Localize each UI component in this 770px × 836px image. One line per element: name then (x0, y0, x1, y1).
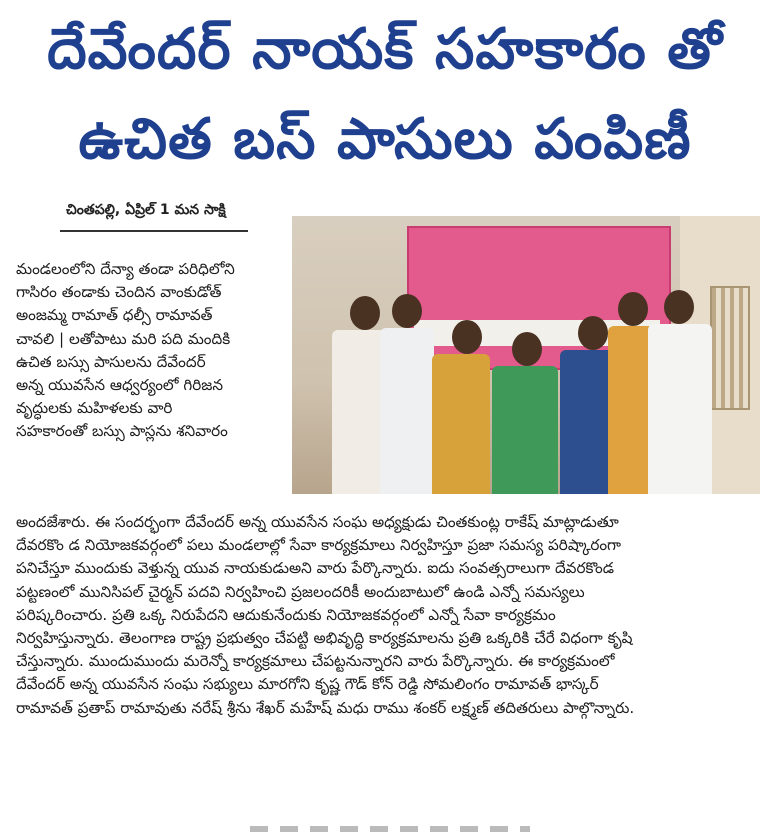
photo-person (492, 366, 558, 494)
article-line: మండలంలోని దేన్యా తండా పరిధిలోని (16, 260, 235, 278)
photo-person-head (618, 292, 648, 326)
cropped-next-article-text (250, 826, 530, 832)
photo-person-head (392, 294, 422, 328)
dateline: చింతపల్లి, ఏప్రిల్ 1 మన సాక్షి (66, 202, 226, 218)
article-line: చేస్తున్నారు. ముందుముందు మరెన్నో కార్యక్రమాలు చేపట్టనున్నారని వారు పేర్కొన్నారు. ఈ కార్యక్రమంలో (16, 652, 615, 671)
photo-person (380, 328, 434, 494)
headline-line-1: దేవేందర్ నాయక్ సహకారం తో (47, 17, 723, 82)
photo-person-head (512, 332, 542, 366)
article-line: ఉచిత బస్సు పాసులను దేవేందర్ (16, 352, 206, 371)
article-line: పట్టణంలో మునిసిపల్ చైర్మన్ పదవి నిర్వహించి ప్రజలందరికీ అందుబాటులో ఉండి ఎన్నో సమస్యలు (16, 582, 585, 601)
photo-person-head (350, 296, 380, 330)
article-line: రామావత్ ప్రతాప్ రామావుతు నరేష్ శ్రీను శేఖర్ మహేష్ మధు రాము శంకర్ లక్ష్మణ్ తదితరులు పాల్గొన్నారు. (16, 698, 635, 717)
article-line: అన్న యువసేన ఆధ్వర్యంలో గిరిజన (16, 376, 223, 395)
photo-person-head (578, 316, 608, 350)
article-line: దేవేందర్ అన్న యువసేన సంఘ సభ్యులు మారగోని కృష్ణ గౌడ్ కోన్ రెడ్డి సోమలింగం రామావత్ భాస్కర్ (16, 675, 599, 694)
article-line: అంజమ్మ రామాత్ ధల్సీ రామావత్ (16, 306, 213, 325)
headline-line-2: ఉచిత బస్ పాసులు పంపిణీ (78, 107, 692, 172)
article-line: నిర్వహిస్తున్నారు. తెలంగాణ రాష్ట్ర ప్రభుత్వం చేపట్టి అభివృద్ధి కార్యక్రమాలను ప్రతి ఒక్కరికి చేరే విధంగా కృషి (16, 629, 633, 648)
photo-person (648, 324, 712, 494)
article-line: పరిష్కరించారు. ప్రతి ఒక్క నిరుపేదని ఆదుకునేందుకు నియోజకవర్గంలో ఎన్నో సేవా కార్యక్రమం (16, 605, 556, 624)
photo-person-head (664, 290, 694, 324)
article-line: సహకారంతో బస్సు పాస్లను శనివారం (16, 422, 228, 441)
news-photo (292, 216, 760, 494)
article-line: వృద్ధులకు మహిళలకు వారి (16, 399, 173, 418)
article-line: దేవరకొం డ నియోజకవర్గంలో పలు మండలాల్లో సేవా కార్యక్రమాలు నిర్వహిస్తూ ప్రజా సమస్య పరిష్కారంగా (16, 536, 622, 555)
article-line: అందజేశారు. ఈ సందర్భంగా దేవేందర్ అన్న యువసేన సంఘ అధ్యక్షుడు చింతకుంట్ల రాకేష్ మాట్లాడుతూ (16, 513, 619, 531)
article-line: గాసిరం తండాకు చెందిన వాంకుడోత్ (16, 283, 222, 302)
article-body (16, 511, 762, 720)
article-line: చావలి | లతోపాటు మరి పది మందికి (16, 329, 231, 348)
photo-person-head (452, 320, 482, 354)
photo-person (432, 354, 490, 494)
dateline-rule (60, 230, 248, 232)
photo-window-grill (710, 286, 750, 410)
article-line: పనిచేస్తూ ముందుకు వెళ్తున్న యువ నాయకుడుఅని వారు పేర్కొన్నారు. ఐదు సంవత్సరాలుగా దేవరకొండ (16, 559, 614, 578)
article-column (16, 258, 282, 444)
